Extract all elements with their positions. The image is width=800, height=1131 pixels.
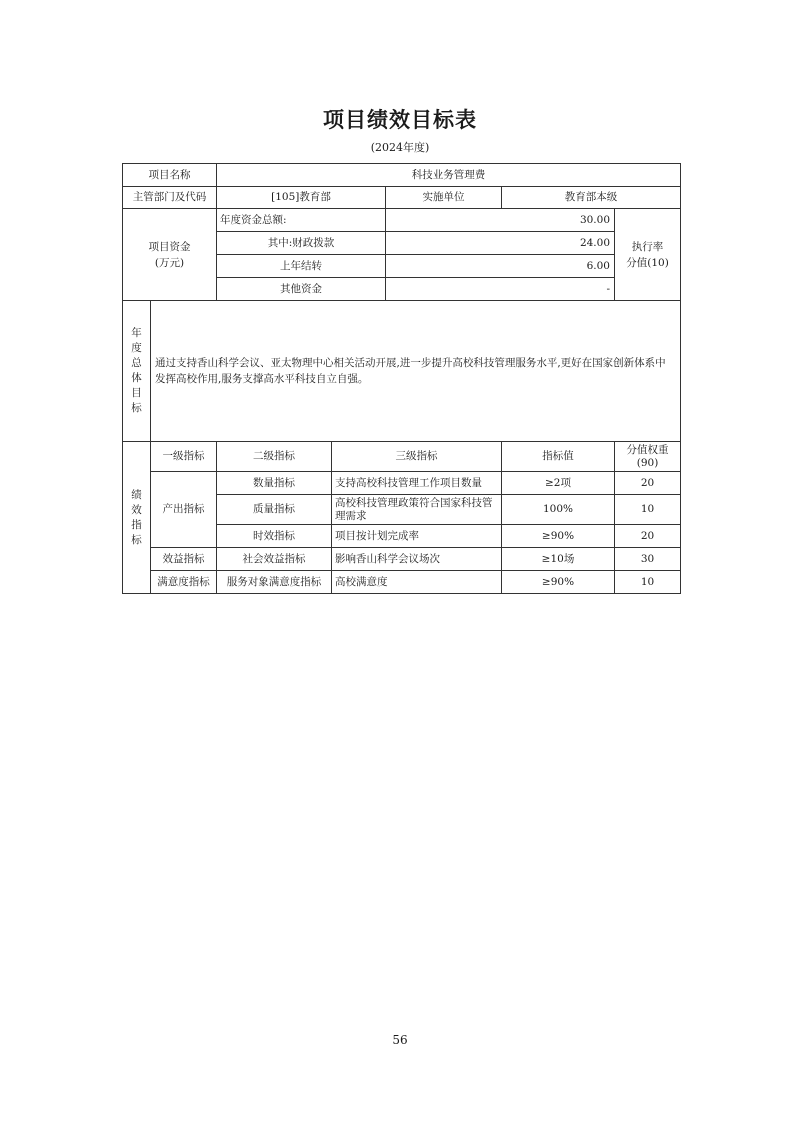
project-name-value: 科技业务管理费 xyxy=(217,164,681,187)
group-benefit: 效益指标 xyxy=(151,548,217,571)
level2-cell: 质量指标 xyxy=(217,495,332,525)
performance-goal-table xyxy=(122,163,681,594)
other-value: - xyxy=(386,278,615,301)
annual-goal-label xyxy=(123,301,151,442)
level3-cell: 影响香山科学会议场次 xyxy=(332,548,502,571)
perf-label-char: 指 xyxy=(131,518,142,531)
carryover-label: 上年结转 xyxy=(217,255,386,278)
weight-cell: 10 xyxy=(615,571,681,594)
weight-header-line1: 分值权重 xyxy=(626,443,669,456)
goal-label-char: 度 xyxy=(131,342,142,354)
perf-label-char: 效 xyxy=(131,503,142,516)
level3-header: 三级指标 xyxy=(332,442,502,472)
perf-label-char: 标 xyxy=(131,533,142,546)
level2-cell: 服务对象满意度指标 xyxy=(217,571,332,594)
fiscal-value: 24.00 xyxy=(386,232,615,255)
group-output: 产出指标 xyxy=(151,472,217,548)
annual-total-label: 年度资金总额: xyxy=(217,209,386,232)
goal-label-char: 总 xyxy=(131,357,142,369)
value-cell: 100% xyxy=(502,495,615,525)
goal-label-char: 体 xyxy=(131,372,142,384)
value-cell: ≥90% xyxy=(502,525,615,548)
level1-header: 一级指标 xyxy=(151,442,217,472)
value-cell: ≥2项 xyxy=(502,472,615,495)
group-satisfaction: 满意度指标 xyxy=(151,571,217,594)
goal-label-char: 标 xyxy=(131,402,142,414)
weight-cell: 20 xyxy=(615,525,681,548)
value-cell: ≥90% xyxy=(502,571,615,594)
fiscal-label: 其中:财政拨款 xyxy=(217,232,386,255)
page-title: 项目绩效目标表 xyxy=(323,107,477,132)
dept-code-label: 主管部门及代码 xyxy=(123,187,217,209)
indicator-row xyxy=(123,548,681,571)
indicator-header-row xyxy=(123,442,681,472)
funds-label xyxy=(123,209,217,301)
level2-cell: 数量指标 xyxy=(217,472,332,495)
annual-goal-text: 通过支持香山科学会议、亚太物理中心相关活动开展,进一步提升高校科技管理服务水平,更好在国家创新体系中发挥高校作用,服务支撑高水平科技自立自强。 xyxy=(151,301,681,442)
impl-unit-label: 实施单位 xyxy=(386,187,502,209)
goal-label-char: 目 xyxy=(131,387,142,399)
value-header: 指标值 xyxy=(502,442,615,472)
value-cell: ≥10场 xyxy=(502,548,615,571)
year-note: (2024年度) xyxy=(370,141,430,154)
funds-row-total xyxy=(123,209,681,232)
dept-row xyxy=(123,187,681,209)
dept-code-value: [105]教育部 xyxy=(217,187,386,209)
funds-label-line1: 项目资金 xyxy=(148,240,191,253)
level3-cell: 项目按计划完成率 xyxy=(332,525,502,548)
project-name-row xyxy=(123,164,681,187)
level2-header: 二级指标 xyxy=(217,442,332,472)
weight-cell: 20 xyxy=(615,472,681,495)
indicator-row xyxy=(123,472,681,495)
perf-label-char: 绩 xyxy=(131,488,142,501)
impl-unit-value: 教育部本级 xyxy=(502,187,681,209)
carryover-value: 6.00 xyxy=(386,255,615,278)
page-number: 56 xyxy=(392,1033,408,1047)
weight-header xyxy=(615,442,681,472)
annual-goal-row xyxy=(123,301,681,442)
level2-cell: 时效指标 xyxy=(217,525,332,548)
weight-cell: 10 xyxy=(615,495,681,525)
level3-cell: 高校满意度 xyxy=(332,571,502,594)
level2-cell: 社会效益指标 xyxy=(217,548,332,571)
level3-cell: 支持高校科技管理工作项目数量 xyxy=(332,472,502,495)
level3-cell: 高校科技管理政策符合国家科技管理需求 xyxy=(332,495,502,525)
other-label: 其他资金 xyxy=(217,278,386,301)
exec-rate-line2: 分值(10) xyxy=(626,256,669,269)
perf-indicator-label xyxy=(123,442,151,594)
annual-total-value: 30.00 xyxy=(386,209,615,232)
project-name-label: 项目名称 xyxy=(123,164,217,187)
weight-cell: 30 xyxy=(615,548,681,571)
weight-header-line2: (90) xyxy=(636,456,659,469)
indicator-row xyxy=(123,571,681,594)
goal-label-char: 年 xyxy=(131,327,142,339)
exec-rate-label xyxy=(615,209,681,301)
exec-rate-line1: 执行率 xyxy=(631,240,664,253)
funds-label-line2: (万元) xyxy=(154,256,185,269)
